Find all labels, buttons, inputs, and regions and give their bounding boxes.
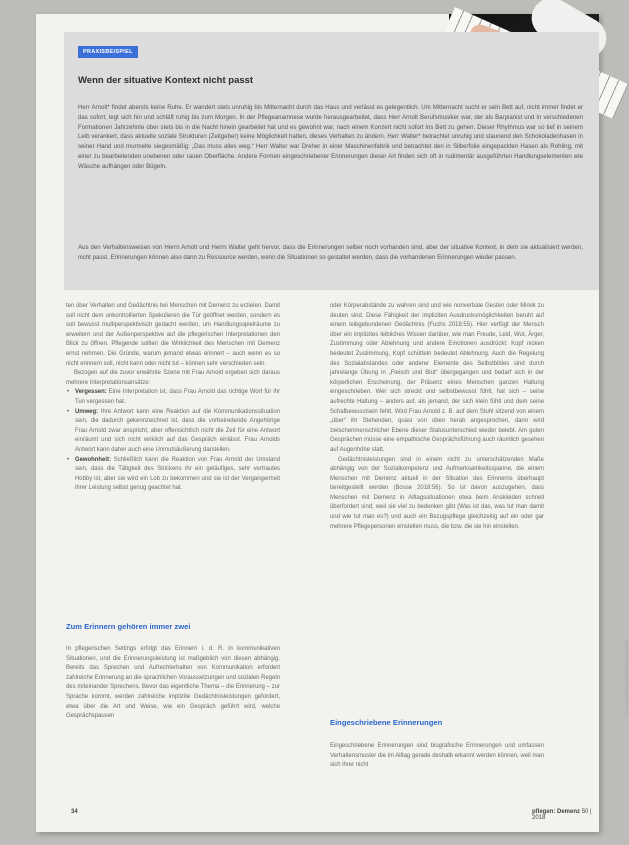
right-paragraph-1: oder Körperabstände zu wahren sind und wie nonverbale Gesten oder Mimik zu deuten sind. Diese Fähigkeit der impliziten Ausdrucksmöglichkeiten beruht auf einem leibgebundenen Gedächtnis (Fuchs 2018:55). Hier verfügt der Mensch über ein implizites leibliches Wissen darüber, wie man Freude, Leid, Wut, Ärger, Zustimmung oder Ablehnung und andere Emotionen ausdrückt: Kopf nicken bedeutet Zustimmung, Kopf schütteln bedeutet Ablehnung. Auch die Regelung des Sozialabstandes oder anderer Elemente des Selbstbildes sind durch jahrelange Übung in „Fleisch und Blut“ übergegangen und bedarf sich in der körperlichen Erscheinung, der Präsenz eines Menschen ganzen Haltung eingeschrieben. Wer sich streckt und selbstbewusst fühlt, hat sich – seine aufrechte Haltung – anders auf, als jemand, der sich klein fühlt und dem seine Schafbewusstsein fehlt. Wird Frau Arnold z. B. auf dem Stuhl sitzend von einem „über“ ihr Stehenden, quasi von oben herab angesprochen, dann wird zwischenmenschlicher Ebene dieser Statusunterschied wieder belebt. Am guten Gesprächen müsse eine empathische Gesprächsführung auch räumlich gesehen auf Augenhöhe statt. [330,303,544,453]
bullet-head: Umweg: [75,408,99,415]
box-title: Wenn der situative Kontext nicht passt [78,75,254,86]
bullet-text: Schließlich kann die Reaktion von Frau Arnold der Umstand sein, dass die Tätigkeit des Strickens ihr ein geläufiges, sehr vertrautes Hobby ist, aber sie wird ein Lob zu bekommen und sie ist der Vergangenheit ihrer Leistung selbst genug geachtet hat. [75,456,280,492]
bullet-head: Gewohnheit: [75,456,111,463]
practice-example-box [64,32,599,290]
left-column-top [66,302,280,494]
section-heading-left: Zum Erinnern gehören immer zwei [66,622,191,631]
magazine-page [36,14,629,832]
practice-example-tag: PRAXISBEISPIEL [78,46,138,58]
right-paragraph-3: Eingeschriebene Erinnerungen sind biografische Erinnerungen und umfassen Verhaltensmuster die im Alltag gerade deshalb erkannt werden können, weil man sich ihrer nicht [330,743,544,769]
box-paragraph-1: Herr Arnolt* findet abends keine Ruhe. Er wandert stets unruhig bis Mitternacht durch das Haus und verlässt es gelegentlich. Um Mitternacht sucht er sein Bett auf, nicht immer findet er das sofort, legt sich hin und schläft ruhig bis zum Morgen. In der Pflegeanamnese wurde herausgearbeitet, dass Herr Arnolt Berufsmusiker war, der als Barpianist und in verschiedenen Formationen Jahrzehnte über stets bis in die Nacht hinein gearbeitet hat und es gewohnt war, nach einem Konzert nicht sofort ins Bett zu gehen. Dieser Rhythmus war so tief in seinem Leib verankert, dass aktuelle soziale Strukturen (Zeitgeber) keine Möglichkeit hatten, dieses Verhalten zu ändern. Herr Walter* betrachtet unruhig und staunend den Schokoladenhasen in seiner Hand und murmelte siegesmäßig: „Das muss alles weg.“ Herr Walter war Dreher in einer Maschinenfabrik und betrachtet den in Silberfolie eingepackten Hasen als Rohling, mit einer zu bearbeitenden unebenen oder rauen Oberfläche. Andere Formen eingeschriebener Erinnerungen dieser Art finden sich oft in rudimentär ausgeführten Handlungselementen wie Wäsche aufhängen oder Bügeln. [78,104,583,170]
interpretation-list [66,388,280,494]
section-heading-right: Eingeschriebene Erinnerungen [330,718,443,727]
left-column-bottom [66,645,280,722]
list-item [66,456,280,494]
list-item [66,388,280,407]
bullet-text: Ihre Antwort kann eine Reaktion auf die Kommunikationssituation sein, die dadurch gekennzeichnet ist, dass die vorbeiredende Angehörige Frau Arnold zwar anspricht, aber offensichtlich nicht die Zeit für eine Antwort einräumt und sich nicht wirklich auf das Gespräch einlässt. Frau Arnolds Antwort kann daher auch eine Unmutsäußerung darstellen. [75,408,281,453]
page-number: 34 [71,809,78,815]
photo-credit: Foto: Shutterstock/bennydinmyte Studio [624,639,629,714]
left-paragraph-1: ten über Verhalten und Gedächtnis bei Menschen mit Demenz zu erzielen. Damit soll nicht dem unkontrollierten Spekulieren die Tür geöffnet werden, sondern es soll bewusst multiperspektivisch gedacht werden, um Handlungsspielräume zu erweitern und der Außenperspektive auf die pflegerischen Interpretationen den Blick zu öffnen. Pflegende sollten die Wirklichkeit des Menschen mit Demenz ernst nehmen. Die Gründe, warum jemand etwas erinnert – auch wenn es so nicht erinnern soll, nicht kann oder nicht tut – können sehr verschieden sein. [66,303,280,367]
right-column-top [330,302,544,532]
bullet-text: Eine Interpretation ist, dass Frau Arnold das richtige Wort für ihr Tun vergessen hat. [75,389,280,405]
magazine-footer [532,809,599,821]
bullet-head: Vergessen: [75,389,107,396]
right-paragraph-2: Gedächtnisleistungen sind in einem nicht zu unterschätzenden Maße abhängig von der Sozialkompetenz und Aufmerksamkeitsspanne, die einem Menschen mit Demenz aktuell in der Situation des Erinnerns überhaupt bereitgestellt werden (Bosse 2018:56). So ist davon auszugehen, dass Menschen mit Demenz in Alltagssituationen etwa beim Anskleiden schnell überfordert sind, weil sie viel zu bedenken gibt (Was ist das, was tut man damit und wie tut man es?) und auch ein Bezugspflege gleichzeitig auf ein oder gar mehrere Pflegepersonen einstellen muss, die bzw. die sie hin einstellen. [330,456,544,530]
box-paragraph-2: Aus den Verhaltensweisen von Herrn Arnolt und Herrn Walter geht hervor, dass die Erinnerungen selber noch vorhanden sind, aber der situative Kontext, in dem sie aktualisiert werden, nicht passt. Erinnerungen können also dann zu Ressource werden, wenn die Situationen so gestaltet werden, dass die vorhandenen Erinnerungen wieder passen. [78,244,583,261]
list-item [66,408,280,456]
left-paragraph-3: In pflegerischen Settings erfolgt das Erinnern i. d. R. in kommunikativen Situationen, und die Erinnerungsleistung ist maßgeblich von diesen abhängig. Bereits das Sprechen und Aufrechterhalten von Kommunikation erfordert zahlreiche Erinnerung an die sprachlichen Voraussetzungen und sozialen Regeln des miteinander Sprechens. Bevor das eigentliche Thema – die Erinnerung – zur Sprache kommt, werden zahlreiche implizite Gedächtnisleistungen gefordert, etwa über die Art und Weise, wie ein Gespräch geführt wird, welche Gesprächspausen [66,646,280,720]
magazine-name: pflegen: Demenz [532,809,581,815]
right-column-bottom [330,742,544,771]
issue-number: 50 | 2018 [532,809,592,821]
left-paragraph-2: Bezogen auf die zuvor erwähnte Szene mit Frau Arnold ergeben sich daraus mehrere Interpretationsansätze: [66,370,280,386]
